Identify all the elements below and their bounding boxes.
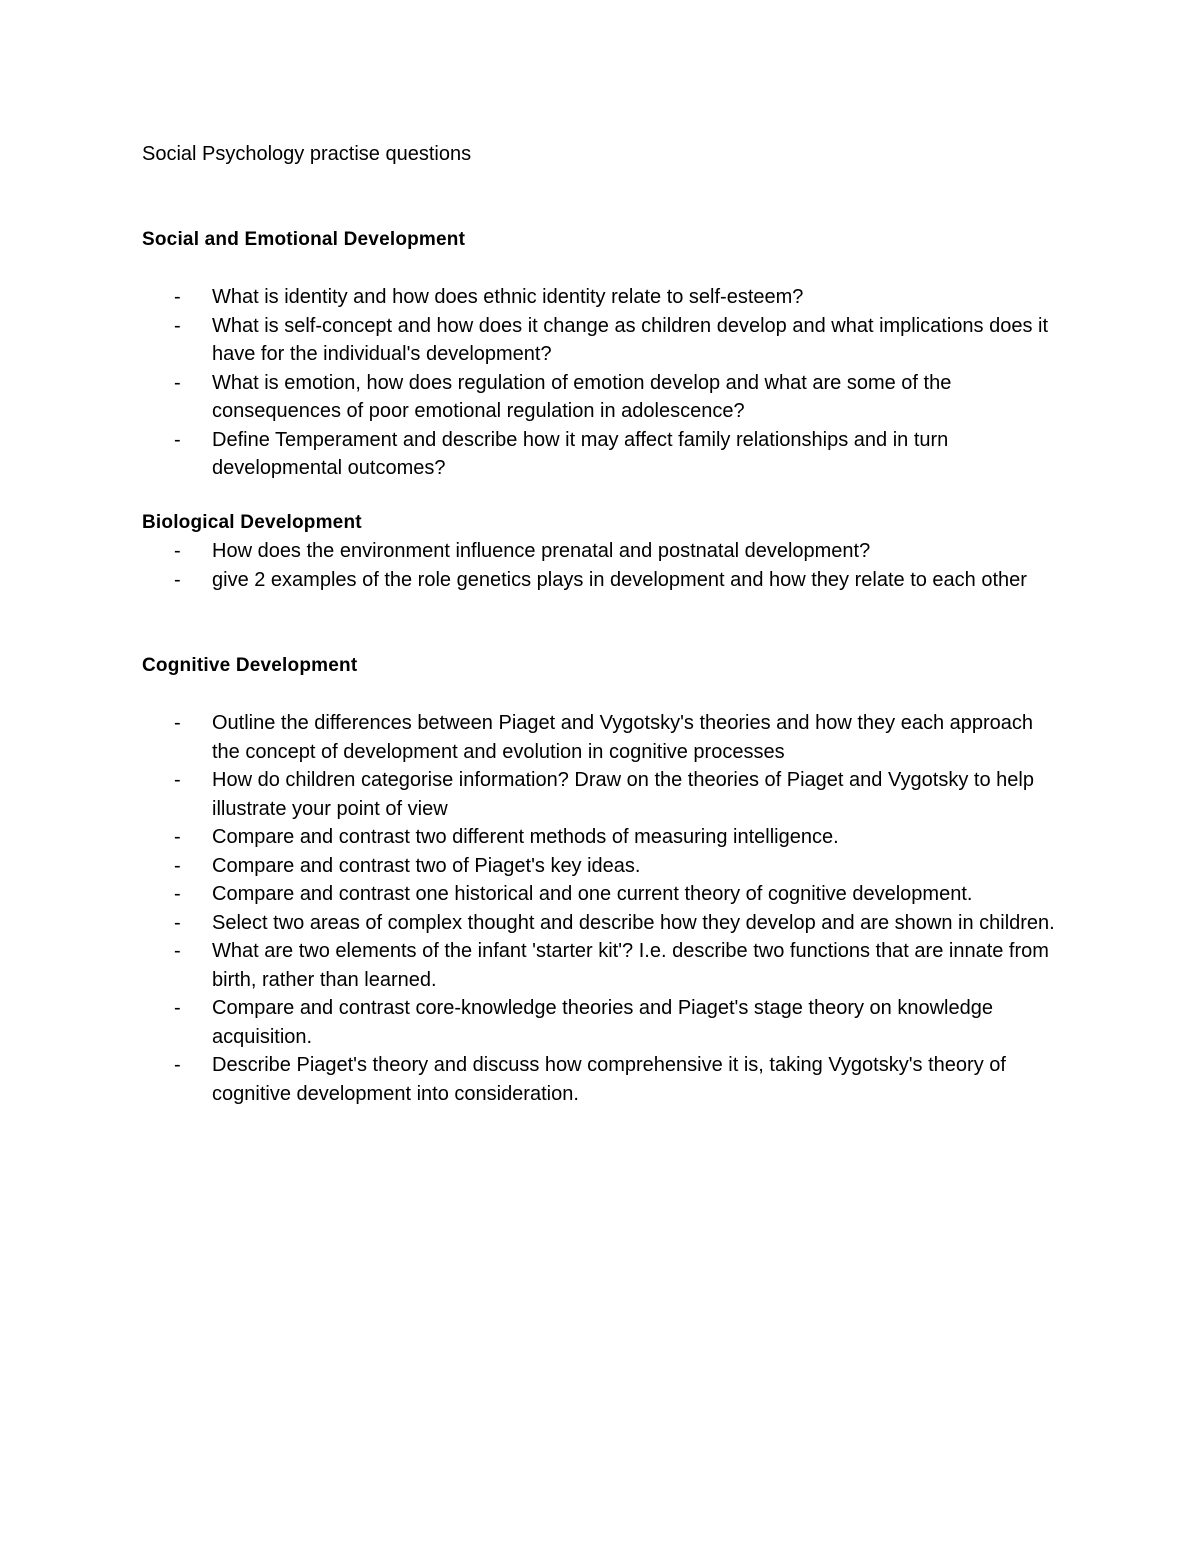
- bullet-dash-icon: -: [174, 883, 181, 905]
- question-list: [142, 709, 1062, 1108]
- list-item-text: What is emotion, how does regulation of emotion develop and what are some of the consequences of poor emotional regulation in adolescence?: [212, 371, 952, 422]
- list-item-text: Describe Piaget's theory and discuss how comprehensive it is, taking Vygotsky's theory of cognitive development into consideration.: [212, 1054, 1006, 1105]
- bullet-dash-icon: -: [174, 314, 181, 337]
- section-biological-development: [142, 509, 1062, 594]
- list-item: [142, 994, 1062, 1051]
- bullet-dash-icon: -: [174, 1054, 181, 1076]
- list-item-text: How do children categorise information? Draw on the theories of Piaget and Vygotsky to help illustrate your point of view: [212, 769, 1034, 820]
- bullet-dash-icon: -: [174, 997, 181, 1019]
- list-item: [142, 880, 1062, 909]
- bullet-dash-icon: -: [174, 911, 181, 934]
- question-list: [142, 283, 1062, 483]
- bullet-dash-icon: -: [174, 769, 181, 791]
- list-item-text: What are two elements of the infant 'starter kit'? I.e. describe two functions that are innate from birth, rather than learned.: [212, 940, 1049, 991]
- section-social-emotional-development: [142, 226, 1062, 483]
- list-item: [142, 852, 1062, 881]
- bullet-dash-icon: -: [174, 428, 181, 451]
- list-item: [142, 1051, 1062, 1108]
- document-title: Social Psychology practise questions: [142, 143, 472, 165]
- bullet-dash-icon: -: [174, 371, 181, 394]
- bullet-dash-icon: -: [174, 540, 181, 562]
- list-item-text: How does the environment influence prenatal and postnatal development?: [212, 540, 871, 562]
- section-heading: Social and Emotional Development: [142, 229, 466, 250]
- list-item-text: Select two areas of complex thought and describe how they develop and are shown in children.: [212, 911, 1055, 934]
- list-item: [142, 709, 1062, 766]
- list-item-text: Compare and contrast core-knowledge theories and Piaget's stage theory on knowledge acquisition.: [212, 997, 993, 1048]
- list-item: [142, 823, 1062, 852]
- section-cognitive-development: [142, 652, 1062, 1108]
- list-item: [142, 312, 1062, 369]
- list-item: [142, 766, 1062, 823]
- list-item-text: Compare and contrast two of Piaget's key ideas.: [212, 854, 641, 877]
- list-item: [142, 937, 1062, 994]
- list-item-text: What is self-concept and how does it change as children develop and what implications does it have for the individual's development?: [212, 314, 1049, 365]
- list-item: [142, 566, 1062, 595]
- list-item-text: Outline the differences between Piaget and Vygotsky's theories and how they each approach the concept of development and evolution in cognitive processes: [212, 712, 1034, 763]
- bullet-dash-icon: -: [174, 826, 181, 848]
- question-list: [142, 537, 1062, 594]
- list-item: [142, 369, 1062, 426]
- section-heading: Biological Development: [142, 512, 362, 533]
- bullet-dash-icon: -: [174, 568, 181, 591]
- list-item: [142, 909, 1062, 938]
- list-item: [142, 426, 1062, 483]
- bullet-dash-icon: -: [174, 286, 181, 308]
- list-item-text: Define Temperament and describe how it may affect family relationships and in turn developmental outcomes?: [212, 428, 949, 479]
- list-item: [142, 283, 1062, 312]
- list-item-text: give 2 examples of the role genetics plays in development and how they relate to each other: [212, 568, 1027, 591]
- list-item-text: Compare and contrast two different methods of measuring intelligence.: [212, 826, 839, 848]
- list-item-text: Compare and contrast one historical and one current theory of cognitive development.: [212, 883, 973, 905]
- bullet-dash-icon: -: [174, 712, 181, 734]
- section-heading: Cognitive Development: [142, 655, 358, 676]
- bullet-dash-icon: -: [174, 854, 181, 877]
- bullet-dash-icon: -: [174, 940, 181, 962]
- list-item-text: What is identity and how does ethnic identity relate to self-esteem?: [212, 286, 804, 308]
- list-item: [142, 537, 1062, 566]
